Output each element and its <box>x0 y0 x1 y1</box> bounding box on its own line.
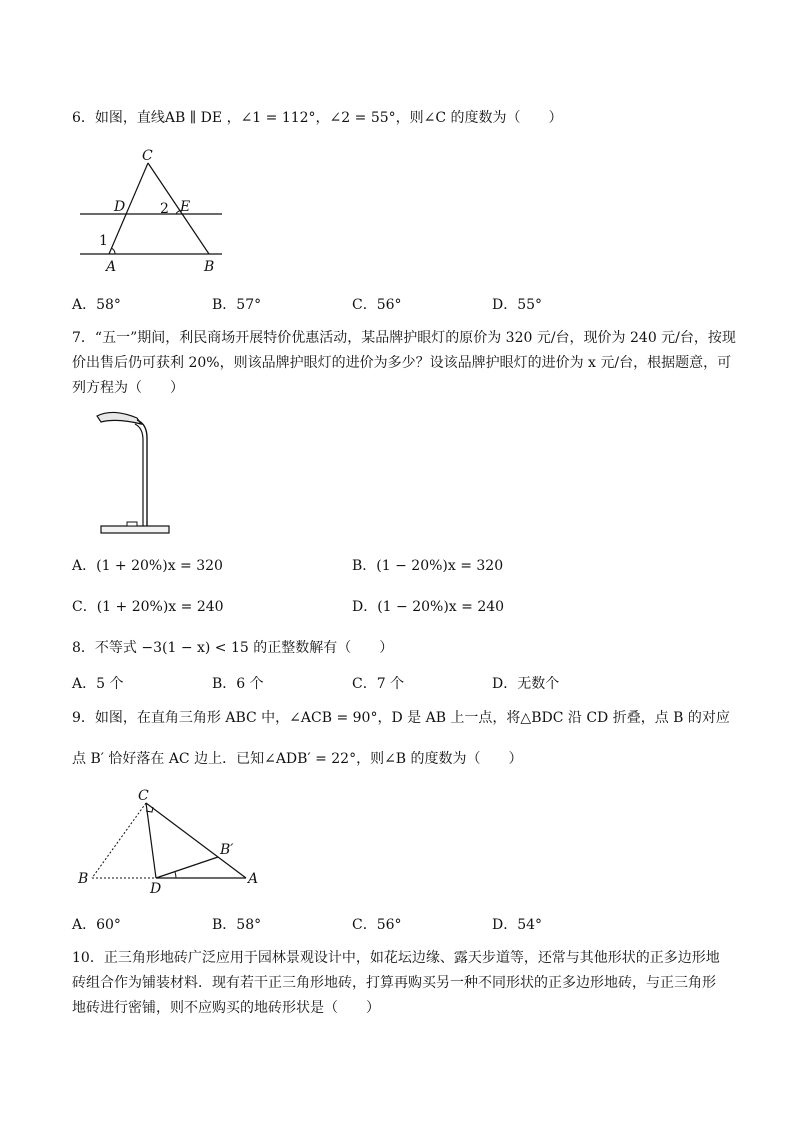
label-b-prime: B′ <box>220 842 234 858</box>
label-b: B <box>78 871 89 887</box>
q8-option-d[interactable]: D．无数个 <box>492 676 560 692</box>
q9-option-d[interactable]: D．54° <box>492 917 543 933</box>
q9-stem-line2: 点 B′ 恰好落在 AC 边上．已知∠ADB′ = 22°，则∠B 的度数为（ ） <box>72 751 523 767</box>
q6-stem: 6．如图，直线AB ∥ DE ，∠1 = 112°，∠2 = 55°，则∠C 的度数为（ ） <box>72 110 563 126</box>
q6-figure <box>72 145 232 275</box>
lamp-pole-inner <box>135 424 143 526</box>
q8-option-c[interactable]: C．7 个 <box>352 676 405 692</box>
q8-stem: 8．不等式 −3(1 − x) < 15 的正整数解有（ ） <box>72 640 394 656</box>
q7-stem-line1: 7．“五一”期间，利民商场开展特价优惠活动，某品牌护眼灯的原价为 320 元/台，现价为 240 元/台，按现 <box>72 330 736 346</box>
label-b: B <box>204 259 215 275</box>
q9-stem-line1: 9．如图，在直角三角形 ABC 中，∠ACB = 90°，D 是 AB 上一点，将△BDC 沿 CD 折叠，点 B 的对应 <box>72 710 730 726</box>
lamp-pole-outer <box>137 420 147 526</box>
q7-stem-line2: 价出售后仍可获利 20%，则该品牌护眼灯的进价为多少？设该品牌护眼灯的进价为 x 元/台，根据题意，可 <box>72 355 732 371</box>
q7-option-b[interactable]: B．(1 − 20%)x = 320 <box>352 558 504 574</box>
lamp-switch <box>127 522 137 526</box>
segment-ca <box>146 803 246 878</box>
label-angle-2: 2 <box>160 201 169 217</box>
q8-option-b[interactable]: B．6 个 <box>212 676 264 692</box>
q9-option-c[interactable]: C．56° <box>352 917 402 933</box>
q9-figure <box>72 783 272 893</box>
q6-option-a[interactable]: A．58° <box>72 297 121 313</box>
angle-adb-prime-arc <box>175 872 176 878</box>
lamp-base <box>101 526 169 533</box>
q7-stem-line3: 列方程为（ ） <box>72 380 184 396</box>
segment-cd <box>146 803 156 878</box>
label-c: C <box>142 148 153 164</box>
q7-option-c[interactable]: C．(1 + 20%)x = 240 <box>72 599 224 615</box>
q7-lamp-figure <box>95 408 175 536</box>
segment-cb-dotted <box>92 803 146 878</box>
q9-option-b[interactable]: B．58° <box>212 917 262 933</box>
q8-option-a[interactable]: A．5 个 <box>72 676 124 692</box>
label-a: A <box>106 259 117 275</box>
label-a: A <box>248 871 259 887</box>
lamp-head <box>97 412 141 424</box>
label-e: E <box>180 199 191 215</box>
q7-option-a[interactable]: A．(1 + 20%)x = 320 <box>72 558 223 574</box>
q6-option-b[interactable]: B．57° <box>212 297 262 313</box>
label-c: C <box>138 788 149 804</box>
q6-option-d[interactable]: D．55° <box>492 297 543 313</box>
q9-option-a[interactable]: A．60° <box>72 917 121 933</box>
q6-option-c[interactable]: C．56° <box>352 297 402 313</box>
q7-option-d[interactable]: D．(1 − 20%)x = 240 <box>352 599 505 615</box>
q10-stem-line2: 砖组合作为铺装材料．现有若干正三角形地砖，打算再购买另一种不同形状的正多边形地砖，与正三角形 <box>72 975 716 991</box>
label-d: D <box>150 881 162 893</box>
q10-stem-line3: 地砖进行密铺，则不应购买的地砖形状是（ ） <box>72 1000 380 1016</box>
q10-stem-line1: 10．正三角形地砖广泛应用于园林景观设计中，如花坛边缘、露天步道等，还常与其他形状的正多边形地 <box>72 950 720 966</box>
segment-cb <box>148 163 209 254</box>
label-d: D <box>114 199 126 215</box>
label-angle-1: 1 <box>99 233 108 249</box>
segment-db-prime <box>156 857 218 878</box>
